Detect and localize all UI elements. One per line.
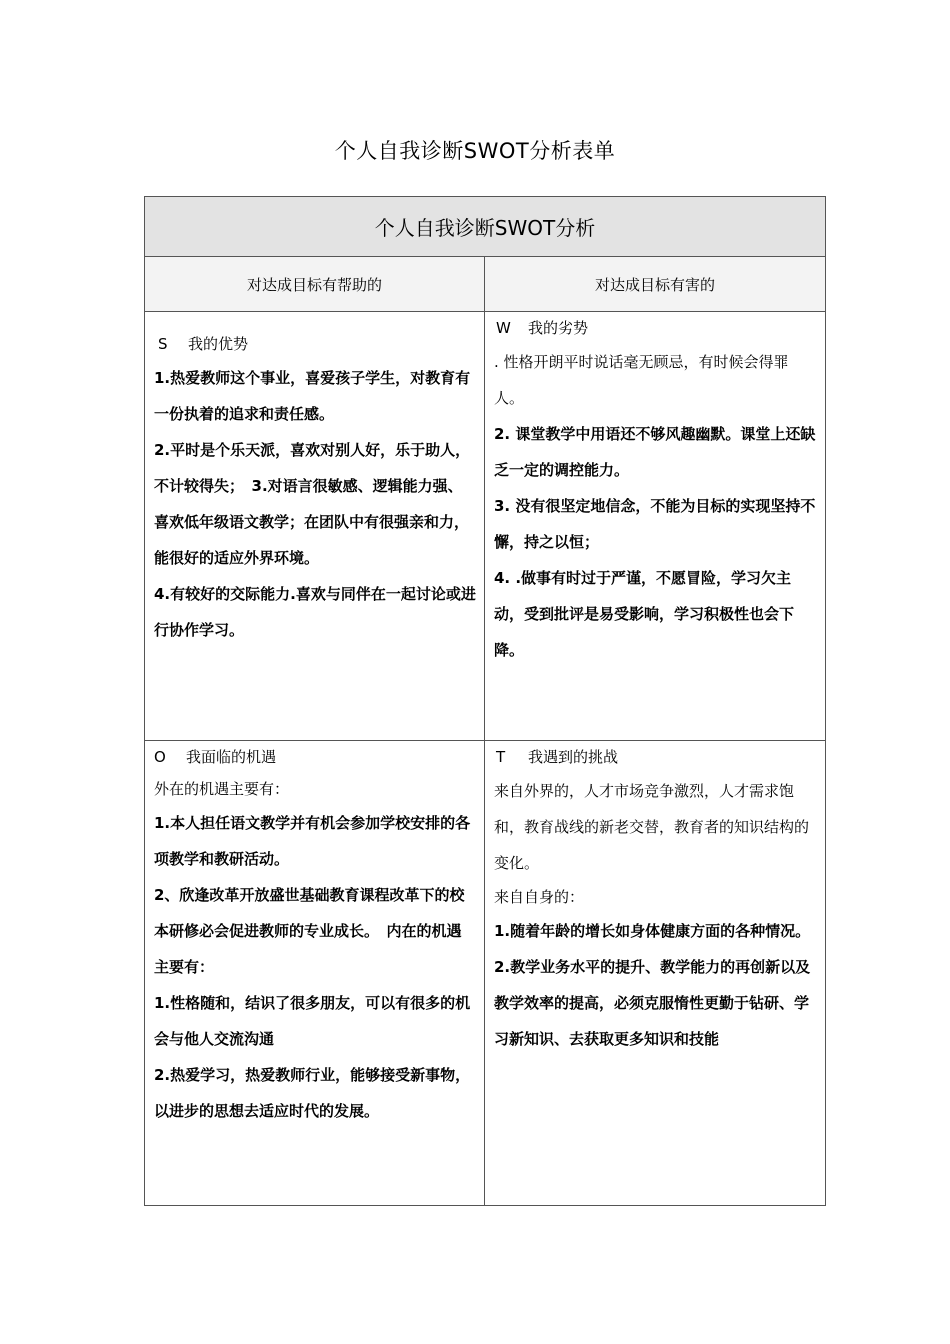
opportunities-label	[154, 741, 476, 773]
column-header-harmful: 对达成目标有害的	[485, 257, 826, 312]
weakness-item: . 性格开朗平时说话毫无顾忌，有时候会得罪人。	[494, 353, 789, 407]
weakness-item: 3. 没有很坚定地信念，不能为目标的实现坚持不懈，持之以恒；	[494, 497, 816, 551]
document-title: 个人自我诊断SWOT分析表单	[334, 139, 616, 163]
threat-item: 来自自身的：	[494, 888, 585, 906]
swot-table-header: 个人自我诊断SWOT分析	[145, 197, 826, 257]
threats-label	[494, 741, 817, 773]
opportunity-item: 1.性格随和，结识了很多朋友，可以有很多的机会与他人交流沟通	[154, 994, 471, 1048]
opportunities-heading: 我面临的机遇	[186, 748, 277, 766]
threats-letter: T	[496, 748, 506, 766]
strengths-label	[154, 328, 476, 360]
threat-item: 来自外界的，人才市场竞争激烈，人才需求饱和，教育战线的新老交替，教育者的知识结构的变化。	[494, 782, 810, 872]
strengths-cell	[145, 312, 485, 741]
opportunity-item: 2.热爱学习，热爱教师行业，能够接受新事物，以进步的思想去适应时代的发展。	[154, 1066, 471, 1120]
weaknesses-label	[494, 312, 817, 344]
strength-item: 4.有较好的交际能力.喜欢与同伴在一起讨论或进行协作学习。	[154, 585, 476, 639]
weaknesses-cell	[485, 312, 826, 741]
weakness-item: 2. 课堂教学中用语还不够风趣幽默。课堂上还缺乏一定的调控能力。	[494, 425, 816, 479]
strengths-letter: S	[158, 335, 168, 353]
weakness-item: 4. .做事有时过于严谨，不愿冒险，学习欠主动，受到批评是易受影响，学习积极性也会下降。	[494, 569, 795, 659]
strength-item: 1.热爱教师这个事业，喜爱孩子学生，对教育有一份执着的追求和责任感。	[154, 369, 471, 423]
column-header-helpful: 对达成目标有帮助的	[145, 257, 485, 312]
opportunity-item: 外在的机遇主要有：	[154, 780, 290, 798]
opportunity-item: 2、欣逢改革开放盛世基础教育课程改革下的校本研修必会促进教师的专业成长。 内在的机遇主要有：	[154, 886, 465, 976]
opportunities-cell	[145, 741, 485, 1206]
opportunities-letter: O	[154, 748, 166, 766]
opportunity-item: 1.本人担任语文教学并有机会参加学校安排的各项教学和教研活动。	[154, 814, 471, 868]
threat-item: 1.随着年龄的增长如身体健康方面的各种情况。 2.教学业务水平的提升、教学能力的再创新以及教学效率的提高，必须克服惰性更勤于钻研、学习新知识、去获取更多知识和技能	[494, 922, 818, 1048]
swot-table	[144, 196, 826, 1206]
strength-item: 2.平时是个乐天派，喜欢对别人好，乐于助人，不计较得失； 3.对语言很敏感、逻辑能力强、喜欢低年级语文教学；在团队中有很强亲和力，能很好的适应外界环境。	[154, 441, 471, 567]
weaknesses-letter: W	[496, 319, 511, 337]
threats-heading: 我遇到的挑战	[528, 748, 619, 766]
weaknesses-heading: 我的劣势	[528, 319, 589, 337]
threats-cell	[485, 741, 826, 1206]
strengths-heading: 我的优势	[188, 335, 249, 353]
